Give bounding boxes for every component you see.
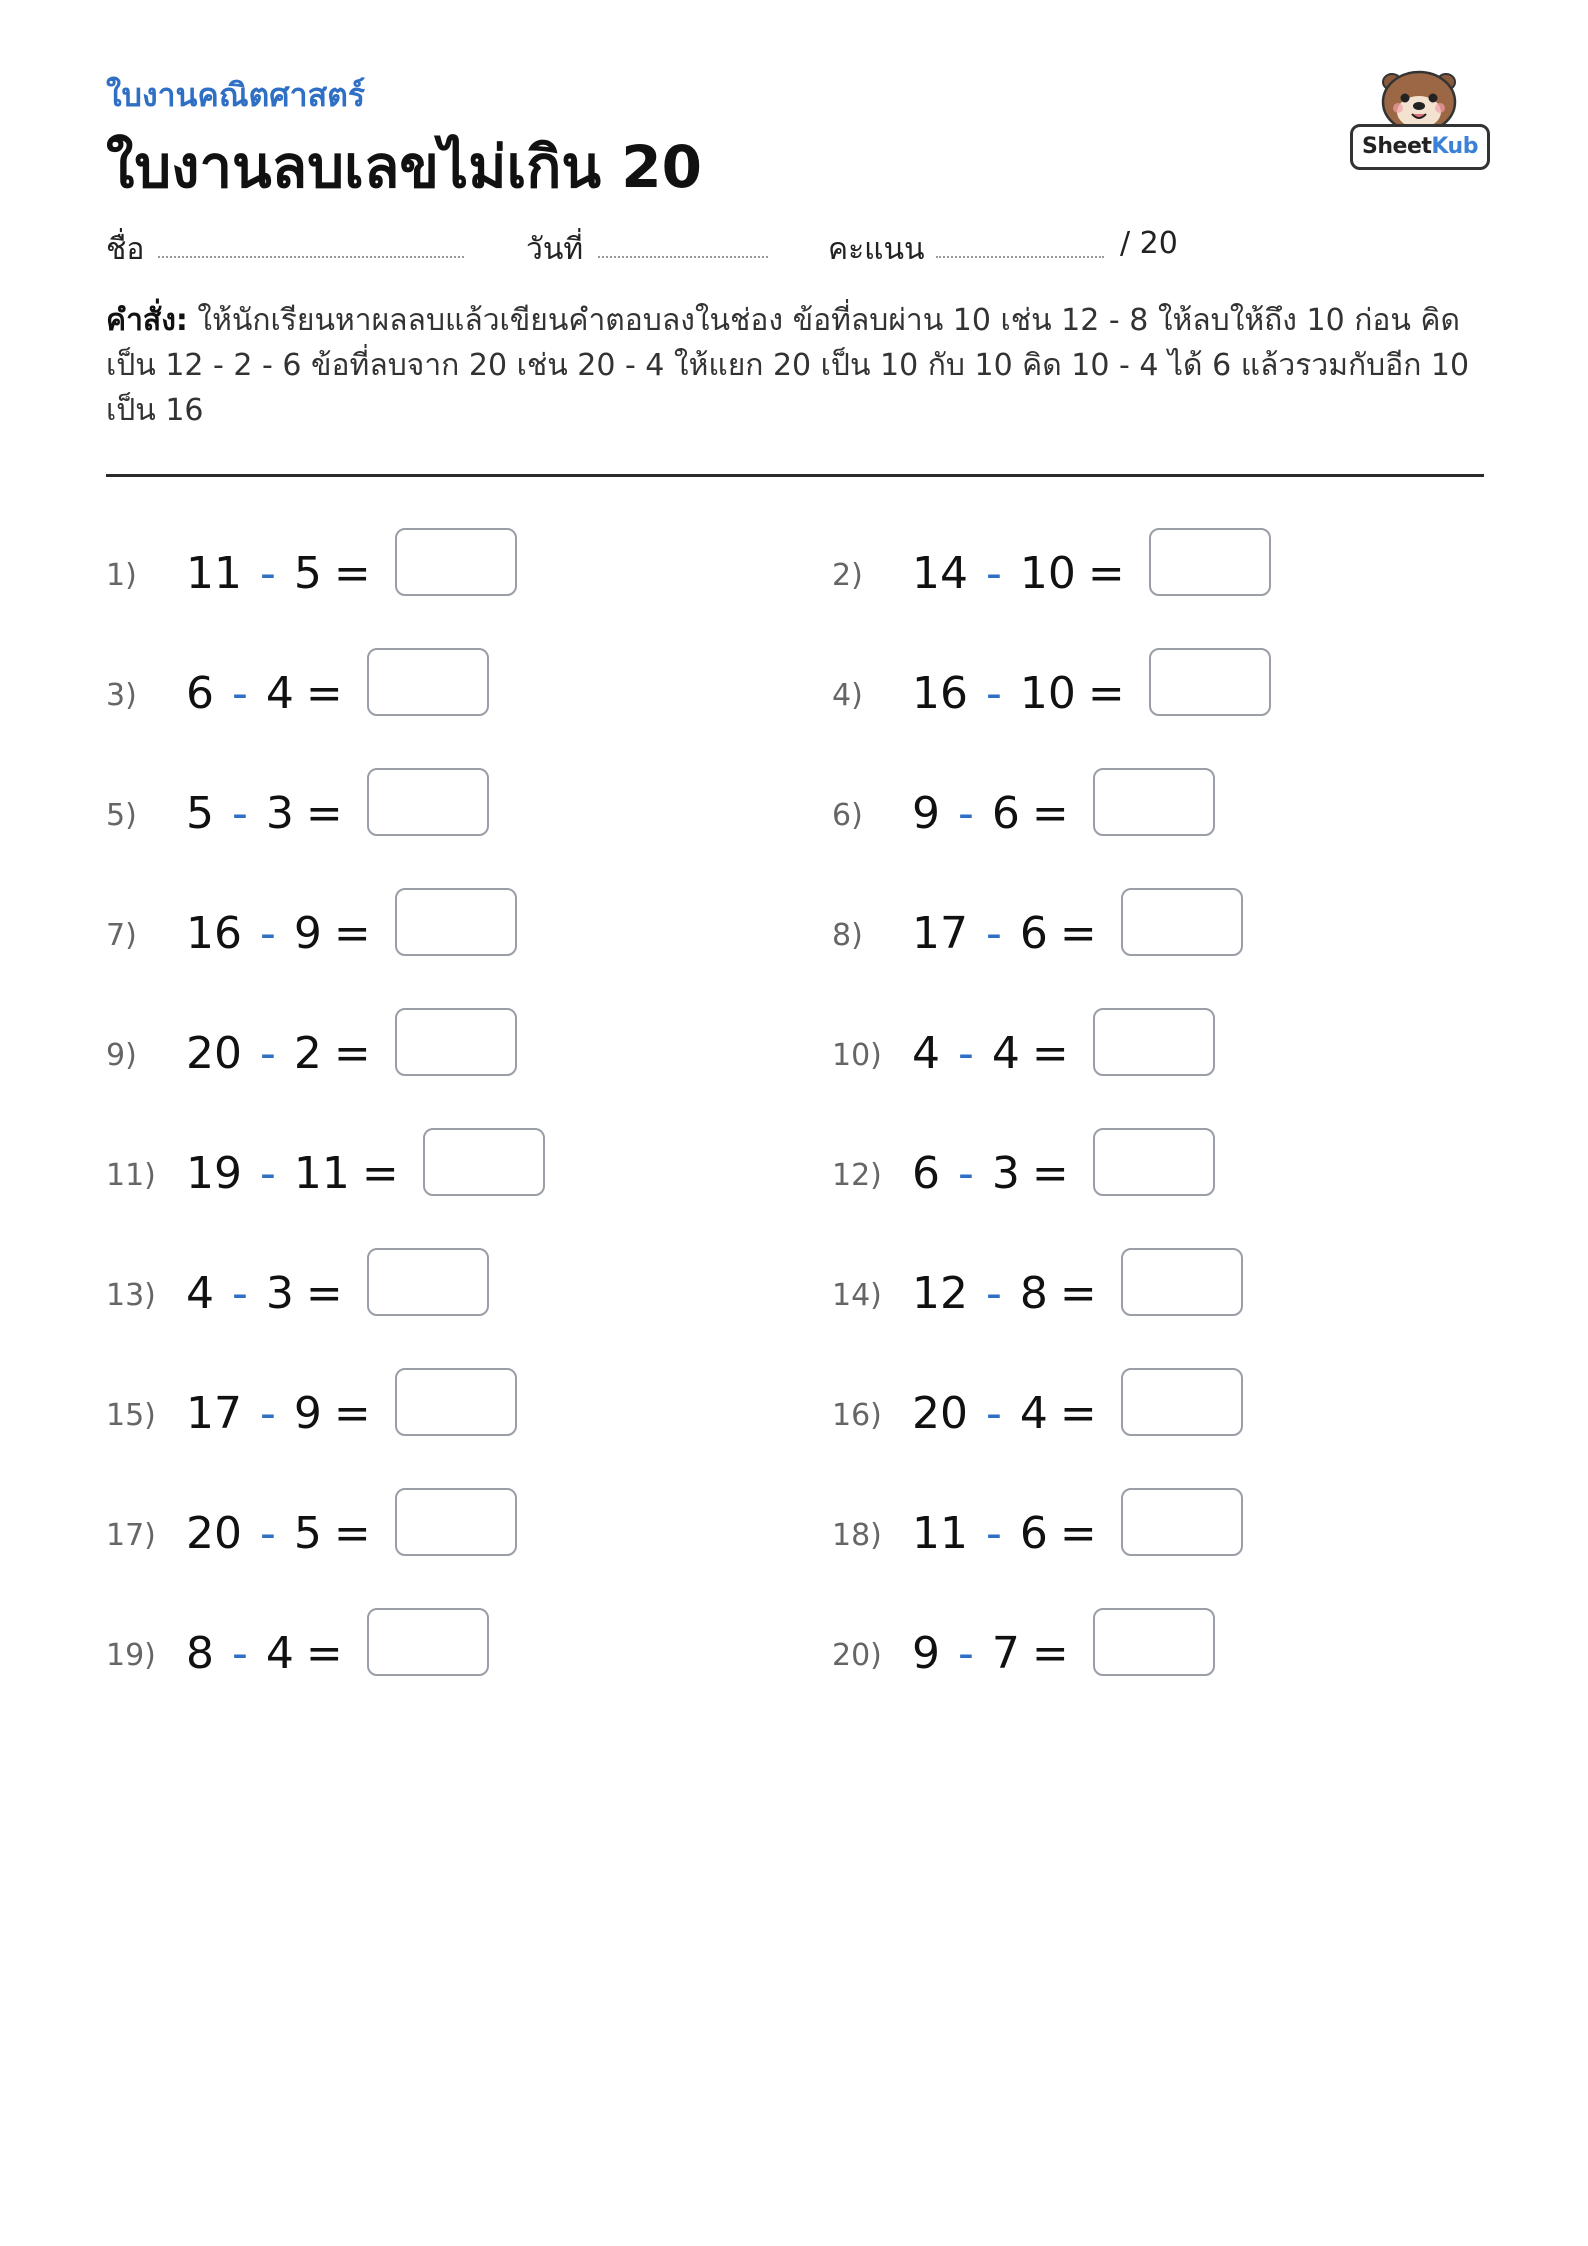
first-operand: 11 bbox=[186, 548, 242, 599]
brand-part-1: Sheet bbox=[1362, 134, 1432, 159]
problem-equation bbox=[186, 1502, 517, 1570]
answer-box[interactable] bbox=[395, 1008, 517, 1076]
problem-number: 15) bbox=[106, 1398, 156, 1433]
sheetkub-wordmark bbox=[1350, 124, 1490, 170]
worksheet-subject: ใบงานคณิตศาสตร์ bbox=[106, 76, 366, 114]
brand-part-2: Kub bbox=[1431, 134, 1478, 159]
equals-sign: = bbox=[333, 908, 371, 959]
answer-box[interactable] bbox=[1093, 1128, 1215, 1196]
problem-number: 10) bbox=[832, 1038, 882, 1073]
answer-box[interactable] bbox=[395, 1488, 517, 1556]
problem-equation bbox=[912, 1142, 1215, 1210]
first-operand: 9 bbox=[912, 788, 940, 839]
first-operand: 11 bbox=[912, 1508, 968, 1559]
problem-equation bbox=[912, 782, 1215, 850]
minus-sign: - bbox=[986, 908, 1002, 959]
minus-sign: - bbox=[986, 548, 1002, 599]
answer-box[interactable] bbox=[1121, 888, 1243, 956]
score-total: / 20 bbox=[1120, 226, 1178, 261]
problem-number: 19) bbox=[106, 1638, 156, 1673]
equals-sign: = bbox=[333, 1388, 371, 1439]
equals-sign: = bbox=[333, 1028, 371, 1079]
first-operand: 6 bbox=[912, 1148, 940, 1199]
instructions-text: ให้นักเรียนหาผลลบแล้วเขียนคำตอบลงในช่อง ข้อที่ลบผ่าน 10 เช่น 12 - 8 ให้ลบให้ถึง 10 ก่อน คิดเป็น 12 - 2 - 6 ข้อที่ลบจาก 20 เช่น 20 - 4 ให้แยก 20 เป็น 10 กับ 10 คิด 10 - 4 ได้ 6 แล้วรวมกับอีก 10 เป็น 16 bbox=[106, 303, 1470, 428]
problem-equation bbox=[186, 1382, 517, 1450]
date-label: วันที่ bbox=[526, 232, 584, 267]
minus-sign: - bbox=[260, 1148, 276, 1199]
problem-equation bbox=[186, 1262, 489, 1330]
first-operand: 4 bbox=[912, 1028, 940, 1079]
first-operand: 12 bbox=[912, 1268, 968, 1319]
instructions-lead: คำสั่ง: bbox=[106, 303, 188, 338]
problem-number: 16) bbox=[832, 1398, 882, 1433]
page-title: ใบงานลบเลขไม่เกิน 20 bbox=[106, 133, 702, 201]
answer-box[interactable] bbox=[1093, 768, 1215, 836]
problem-number: 20) bbox=[832, 1638, 882, 1673]
minus-sign: - bbox=[958, 788, 974, 839]
second-operand: 10 bbox=[1019, 668, 1076, 719]
answer-box[interactable] bbox=[1149, 528, 1271, 596]
answer-box[interactable] bbox=[367, 1248, 489, 1316]
name-field[interactable] bbox=[158, 256, 464, 258]
problem-number: 14) bbox=[832, 1278, 882, 1313]
score-label: คะแนน bbox=[828, 232, 925, 267]
equals-sign: = bbox=[1059, 1388, 1097, 1439]
problem-equation bbox=[912, 1502, 1243, 1570]
minus-sign: - bbox=[986, 668, 1002, 719]
first-operand: 20 bbox=[912, 1388, 968, 1439]
first-operand: 20 bbox=[186, 1028, 242, 1079]
equals-sign: = bbox=[1059, 1508, 1097, 1559]
problem-equation bbox=[912, 1622, 1215, 1690]
answer-box[interactable] bbox=[367, 648, 489, 716]
equals-sign: = bbox=[1031, 788, 1069, 839]
problem-number: 13) bbox=[106, 1278, 156, 1313]
problem-number: 6) bbox=[832, 798, 863, 833]
answer-box[interactable] bbox=[1121, 1488, 1243, 1556]
answer-box[interactable] bbox=[1149, 648, 1271, 716]
first-operand: 14 bbox=[912, 548, 968, 599]
second-operand: 5 bbox=[293, 548, 322, 599]
second-operand: 2 bbox=[293, 1028, 322, 1079]
answer-box[interactable] bbox=[423, 1128, 545, 1196]
problem-number: 9) bbox=[106, 1038, 137, 1073]
problem-equation bbox=[912, 1262, 1243, 1330]
second-operand: 7 bbox=[991, 1628, 1020, 1679]
equals-sign: = bbox=[1031, 1028, 1069, 1079]
answer-box[interactable] bbox=[1121, 1248, 1243, 1316]
minus-sign: - bbox=[958, 1148, 974, 1199]
problem-equation bbox=[186, 902, 517, 970]
second-operand: 6 bbox=[1019, 908, 1048, 959]
second-operand: 4 bbox=[991, 1028, 1020, 1079]
minus-sign: - bbox=[232, 668, 248, 719]
problem-number: 1) bbox=[106, 558, 137, 593]
problem-number: 8) bbox=[832, 918, 863, 953]
name-label: ชื่อ bbox=[106, 232, 145, 267]
score-field[interactable] bbox=[936, 256, 1104, 258]
equals-sign: = bbox=[305, 1628, 343, 1679]
first-operand: 17 bbox=[912, 908, 968, 959]
minus-sign: - bbox=[260, 548, 276, 599]
second-operand: 6 bbox=[1019, 1508, 1048, 1559]
equals-sign: = bbox=[1031, 1148, 1069, 1199]
problem-equation bbox=[186, 782, 489, 850]
problem-number: 12) bbox=[832, 1158, 882, 1193]
equals-sign: = bbox=[1059, 908, 1097, 959]
problem-number: 5) bbox=[106, 798, 137, 833]
problem-equation bbox=[186, 542, 517, 610]
first-operand: 6 bbox=[186, 668, 214, 719]
minus-sign: - bbox=[232, 788, 248, 839]
sheetkub-logo bbox=[1348, 62, 1490, 170]
equals-sign: = bbox=[305, 668, 343, 719]
date-field[interactable] bbox=[598, 256, 768, 258]
equals-sign: = bbox=[361, 1148, 399, 1199]
second-operand: 4 bbox=[265, 1628, 294, 1679]
first-operand: 5 bbox=[186, 788, 214, 839]
second-operand: 11 bbox=[293, 1148, 350, 1199]
problem-equation bbox=[912, 902, 1243, 970]
second-operand: 9 bbox=[293, 1388, 322, 1439]
problem-number: 7) bbox=[106, 918, 137, 953]
minus-sign: - bbox=[232, 1268, 248, 1319]
second-operand: 3 bbox=[265, 788, 294, 839]
minus-sign: - bbox=[986, 1388, 1002, 1439]
first-operand: 16 bbox=[186, 908, 242, 959]
problem-number: 18) bbox=[832, 1518, 882, 1553]
equals-sign: = bbox=[1087, 668, 1125, 719]
minus-sign: - bbox=[958, 1028, 974, 1079]
problem-number: 2) bbox=[832, 558, 863, 593]
problem-equation bbox=[912, 662, 1271, 730]
instructions bbox=[106, 298, 1496, 433]
minus-sign: - bbox=[958, 1628, 974, 1679]
second-operand: 4 bbox=[1019, 1388, 1048, 1439]
problem-number: 17) bbox=[106, 1518, 156, 1553]
minus-sign: - bbox=[986, 1508, 1002, 1559]
minus-sign: - bbox=[260, 1388, 276, 1439]
problem-number: 3) bbox=[106, 678, 137, 713]
problem-equation bbox=[912, 542, 1271, 610]
minus-sign: - bbox=[260, 908, 276, 959]
answer-box[interactable] bbox=[1093, 1008, 1215, 1076]
divider bbox=[106, 474, 1484, 477]
second-operand: 3 bbox=[265, 1268, 294, 1319]
equals-sign: = bbox=[305, 788, 343, 839]
problem-equation bbox=[912, 1022, 1215, 1090]
equals-sign: = bbox=[333, 1508, 371, 1559]
equals-sign: = bbox=[333, 548, 371, 599]
answer-box[interactable] bbox=[1121, 1368, 1243, 1436]
otter-mascot-icon bbox=[1348, 62, 1490, 132]
answer-box[interactable] bbox=[367, 1608, 489, 1676]
first-operand: 19 bbox=[186, 1148, 242, 1199]
equals-sign: = bbox=[1087, 548, 1125, 599]
problem-equation bbox=[912, 1382, 1243, 1450]
second-operand: 10 bbox=[1019, 548, 1076, 599]
problem-equation bbox=[186, 1142, 545, 1210]
problem-number: 4) bbox=[832, 678, 863, 713]
minus-sign: - bbox=[986, 1268, 1002, 1319]
second-operand: 5 bbox=[293, 1508, 322, 1559]
first-operand: 9 bbox=[912, 1628, 940, 1679]
answer-box[interactable] bbox=[395, 888, 517, 956]
first-operand: 20 bbox=[186, 1508, 242, 1559]
problem-equation bbox=[186, 1022, 517, 1090]
first-operand: 16 bbox=[912, 668, 968, 719]
equals-sign: = bbox=[1031, 1628, 1069, 1679]
second-operand: 3 bbox=[991, 1148, 1020, 1199]
minus-sign: - bbox=[260, 1028, 276, 1079]
answer-box[interactable] bbox=[395, 528, 517, 596]
problem-equation bbox=[186, 662, 489, 730]
first-operand: 4 bbox=[186, 1268, 214, 1319]
equals-sign: = bbox=[1059, 1268, 1097, 1319]
second-operand: 8 bbox=[1019, 1268, 1048, 1319]
answer-box[interactable] bbox=[367, 768, 489, 836]
answer-box[interactable] bbox=[1093, 1608, 1215, 1676]
answer-box[interactable] bbox=[395, 1368, 517, 1436]
second-operand: 9 bbox=[293, 908, 322, 959]
first-operand: 17 bbox=[186, 1388, 242, 1439]
minus-sign: - bbox=[232, 1628, 248, 1679]
minus-sign: - bbox=[260, 1508, 276, 1559]
first-operand: 8 bbox=[186, 1628, 214, 1679]
second-operand: 6 bbox=[991, 788, 1020, 839]
problem-number: 11) bbox=[106, 1158, 156, 1193]
problem-equation bbox=[186, 1622, 489, 1690]
equals-sign: = bbox=[305, 1268, 343, 1319]
second-operand: 4 bbox=[265, 668, 294, 719]
